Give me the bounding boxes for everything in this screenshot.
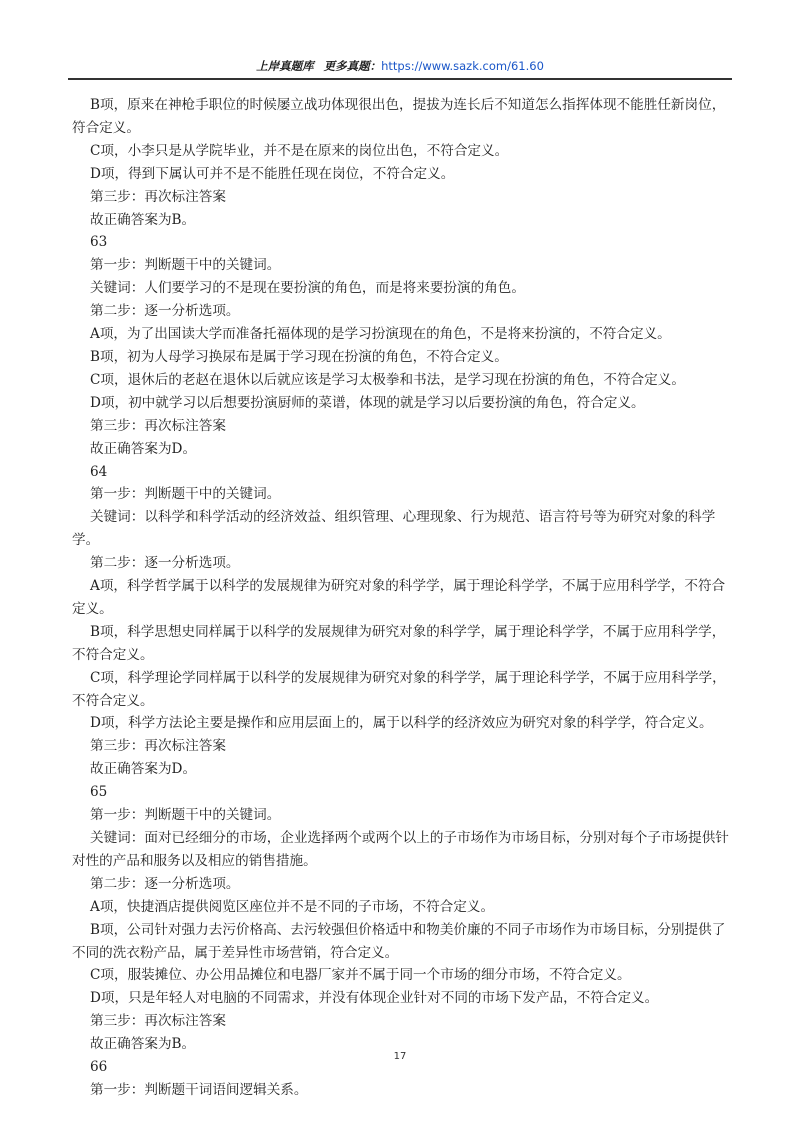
text-line: 第一步：判断题干中的关键词。 <box>90 807 281 824</box>
text-line: D项，得到下属认可并不是不能胜任现在岗位，不符合定义。 <box>90 165 455 182</box>
text-line: 第三步：再次标注答案 <box>90 1013 226 1030</box>
text-line: B项，初为人母学习换尿布是属于学习现在扮演的角色，不符合定义。 <box>90 348 508 365</box>
text-line: D项，科学方法论主要是操作和应用层面上的，属于以科学的经济效应为研究对象的科学学，符合定义。 <box>90 715 713 732</box>
header-link[interactable]: https://www.sazk.com/61.60 <box>381 59 544 73</box>
text-line: 第一步：判断题干中的关键词。 <box>90 486 281 503</box>
text-line: 第二步：逐一分析选项。 <box>90 875 240 892</box>
page-header <box>0 58 800 74</box>
question-number: 66 <box>90 1059 108 1076</box>
text-line: 关键词：面对已经细分的市场，企业选择两个或两个以上的子市场作为市场目标，分别对每个子市场提供针对性的产品和服务以及相应的销售措施。 <box>72 830 729 869</box>
text-line: 故正确答案为B。 <box>90 1036 196 1053</box>
text-line: 关键词：人们要学习的不是现在要扮演的角色，而是将来要扮演的角色。 <box>90 280 525 297</box>
text-line: C项，退休后的老赵在退休以后就应该是学习太极拳和书法，是学习现在扮演的角色，不符合定义。 <box>90 371 685 388</box>
page-number: 17 <box>393 1051 407 1062</box>
text-line: D项，初中就学习以后想要扮演厨师的菜谱，体现的就是学习以后要扮演的角色，符合定义。 <box>90 394 645 411</box>
question-number: 64 <box>90 463 108 480</box>
text-line: 第二步：逐一分析选项。 <box>90 303 240 320</box>
text-line: 故正确答案为B。 <box>90 211 196 228</box>
header-brand: 上岸真题库 <box>256 59 314 73</box>
document-body <box>72 94 732 1102</box>
text-line: B项，科学思想史同样属于以科学的发展规律为研究对象的科学学，属于理论科学学，不属于应用科学学，不符合定义。 <box>72 623 726 663</box>
header-more-label: 更多真题： <box>323 59 382 73</box>
text-line: 第三步：再次标注答案 <box>90 188 226 205</box>
text-line: B项，公司针对强力去污价格高、去污较强但价格适中和物美价廉的不同子市场作为市场目标，分别提供了不同的洗衣粉产品，属于差异性市场营销，符合定义。 <box>72 921 726 961</box>
text-line: C项，小李只是从学院毕业，并不是在原来的岗位出色，不符合定义。 <box>90 142 509 159</box>
text-line: 第一步：判断题干词语间逻辑关系。 <box>90 1081 308 1098</box>
text-line: D项，只是年轻人对电脑的不同需求，并没有体现企业针对不同的市场下发产品，不符合定义。 <box>90 990 659 1007</box>
question-number: 63 <box>90 234 108 251</box>
text-line: A项，科学哲学属于以科学的发展规律为研究对象的科学学，属于理论科学学，不属于应用科学学，不符合定义。 <box>72 578 726 617</box>
question-number: 65 <box>90 784 108 801</box>
text-line: C项，服装摊位、办公用品摊位和电器厂家并不属于同一个市场的细分市场，不符合定义。 <box>90 967 631 984</box>
text-line: C项，科学理论学同样属于以科学的发展规律为研究对象的科学学，属于理论科学学，不属于应用科学学，不符合定义。 <box>72 669 726 709</box>
text-line: 第二步：逐一分析选项。 <box>90 555 240 572</box>
text-line: A项，为了出国读大学而准备托福体现的是学习扮演现在的角色，不是将来扮演的，不符合定义。 <box>90 326 671 343</box>
text-line: 故正确答案为D。 <box>90 761 197 778</box>
text-line: 关键词：以科学和科学活动的经济效益、组织管理、心理现象、行为规范、语言符号等为研究对象的科学学。 <box>72 509 716 549</box>
text-line: 故正确答案为D。 <box>90 440 197 457</box>
header-divider <box>68 78 732 80</box>
text-line: 第三步：再次标注答案 <box>90 417 226 434</box>
text-line: 第三步：再次标注答案 <box>90 738 226 755</box>
text-line: B项，原来在神枪手职位的时候屡立战功体现很出色，提拔为连长后不知道怎么指挥体现不能胜任新岗位，符合定义。 <box>72 97 726 136</box>
text-line: A项，快捷酒店提供阅览区座位并不是不同的子市场，不符合定义。 <box>90 898 495 915</box>
text-line: 第一步：判断题干中的关键词。 <box>90 257 281 274</box>
